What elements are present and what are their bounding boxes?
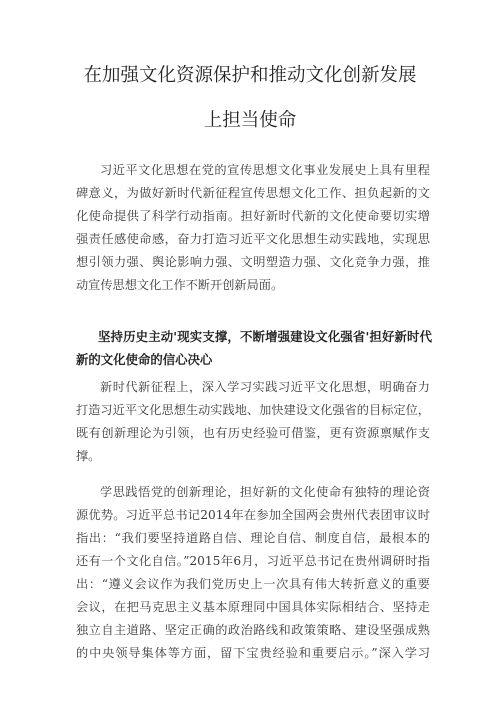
document-title-line-1: 在加强文化资源保护和推动文化创新发展 [83,65,417,86]
paragraph-line: 打造习近平文化思想生动实践地、加快建设文化强省的目标定位， [76,403,430,417]
paragraph-line: 源优势。习近平总书记2014年在参加全国两会贵州代表团审议时 [76,508,430,522]
paragraph-line: 想引领力强、舆论影响力强、文明塑造力强、文化竞争力强，推 [76,255,430,269]
paragraph-line: 新时代新征程上，深入学习实践习近平文化思想，明确奋力 [100,380,430,394]
paragraph-line: 会议，在把马克思主义基本原理同中国具体实际相结合、坚持走 [76,600,430,614]
document-title-line-2: 上担当使命 [203,110,297,131]
paragraph-line: 出：“遵义会议作为我们党历史上一次具有伟大转折意义的重要 [76,577,430,591]
paragraph-line: 独立自主道路、坚定正确的政治路线和政策策略、建设坚强成熟 [76,623,430,637]
paragraph-line: 既有创新理论为引领，也有历史经验可借鉴，更有资源禀赋作支 [76,426,430,440]
paragraph-line: 学思践悟党的创新理论，担好新的文化使命有独特的理论资 [100,485,430,499]
paragraph-line: 指出：“我们要坚持道路自信、理论自信、制度自信，最根本的 [76,531,430,545]
paragraph-line: 动宣传思想文化工作不断开创新局面。 [76,278,284,292]
section-heading-line-2: 新的文化使命的信心决心 [76,352,213,367]
paragraph-line: 习近平文化思想在党的宣传思想文化事业发展史上具有里程 [100,163,430,177]
paragraph-line: 化使命提供了科学行动指南。担好新时代新的文化使命要切实增 [76,209,430,223]
section-heading-line-1: 坚持历史主动'现实支撑，不断增强建设文化强省'担好新时代 [98,329,432,344]
paragraph-line: 还有一个文化自信。”2015年6月，习近平总书记在贵州调研时指 [76,554,430,568]
paragraph-line: 撑。 [76,449,101,463]
paragraph-line: 强责任感使命感，奋力打造习近平文化思想生动实践地，实现思 [76,232,430,246]
paragraph-line: 的中央领导集体等方面，留下宝贵经验和重要启示。”深入学习 [76,646,430,660]
paragraph-line: 碑意义，为做好新时代新征程宣传思想文化工作、担负起新的文 [76,186,430,200]
